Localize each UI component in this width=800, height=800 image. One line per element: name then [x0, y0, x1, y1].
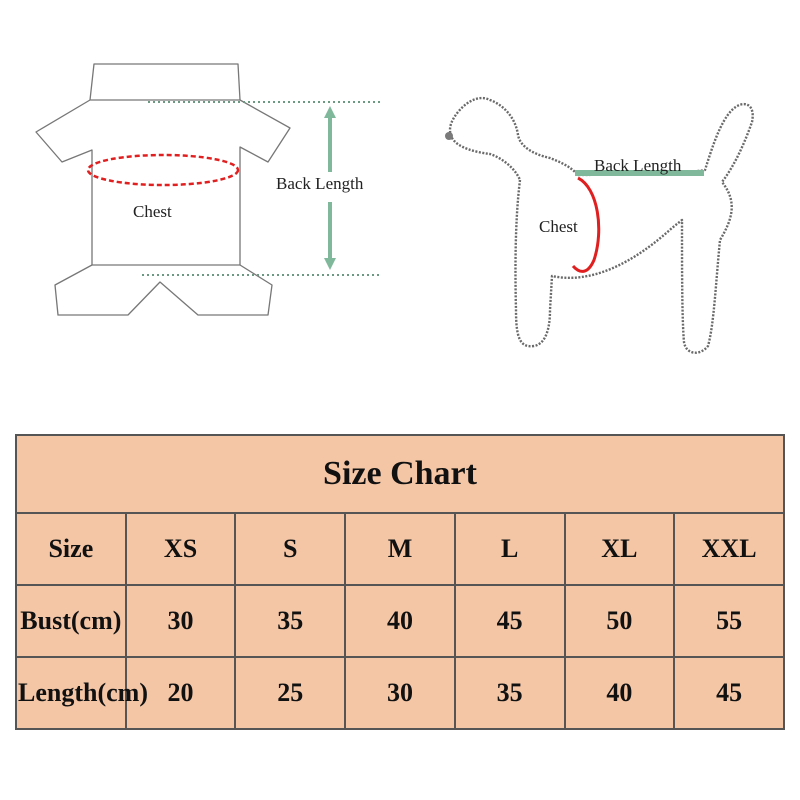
bust-value-cell: 55: [674, 585, 784, 657]
length-value-cell: 20: [126, 657, 236, 729]
length-row: [16, 657, 784, 729]
length-value-cell: 30: [345, 657, 455, 729]
size-header-cell: XL: [565, 513, 675, 585]
bust-value-cell: 40: [345, 585, 455, 657]
length-value-cell: 35: [455, 657, 565, 729]
dog-diagram: [420, 70, 790, 370]
size-chart-table: [15, 434, 785, 730]
length-row-label: Length(cm): [16, 657, 126, 729]
dog-silhouette-outline: [450, 98, 753, 353]
size-header-cell: XXL: [674, 513, 784, 585]
garment-arrow-head-top: [324, 106, 336, 118]
size-header-row: [16, 513, 784, 585]
bust-row: [16, 585, 784, 657]
bust-value-cell: 30: [126, 585, 236, 657]
garment-diagram: [0, 40, 400, 340]
length-value-cell: 45: [674, 657, 784, 729]
garment-legs-outline: [55, 265, 272, 315]
garment-chest-marker: [88, 155, 238, 185]
size-chart-title: Size Chart: [16, 435, 784, 513]
bust-value-cell: 50: [565, 585, 675, 657]
dog-chest-label: Chest: [539, 217, 578, 236]
size-header-cell: S: [235, 513, 345, 585]
bust-value-cell: 45: [455, 585, 565, 657]
garment-body-outline: [36, 100, 290, 265]
length-value-cell: 40: [565, 657, 675, 729]
size-header-label: Size: [16, 513, 126, 585]
dog-back-length-label: Back Length: [594, 156, 682, 175]
garment-back-length-label: Back Length: [276, 174, 364, 193]
size-header-cell: XS: [126, 513, 236, 585]
bust-value-cell: 35: [235, 585, 345, 657]
size-header-cell: L: [455, 513, 565, 585]
length-value-cell: 25: [235, 657, 345, 729]
garment-arrow-head-bottom: [324, 258, 336, 270]
dog-outline-drawing: [420, 70, 790, 370]
dog-nose: [445, 132, 453, 140]
garment-chest-label: Chest: [133, 202, 172, 221]
size-header-cell: M: [345, 513, 455, 585]
collar-outline: [90, 64, 240, 100]
bust-row-label: Bust(cm): [16, 585, 126, 657]
size-chart-title-row: [16, 435, 784, 513]
